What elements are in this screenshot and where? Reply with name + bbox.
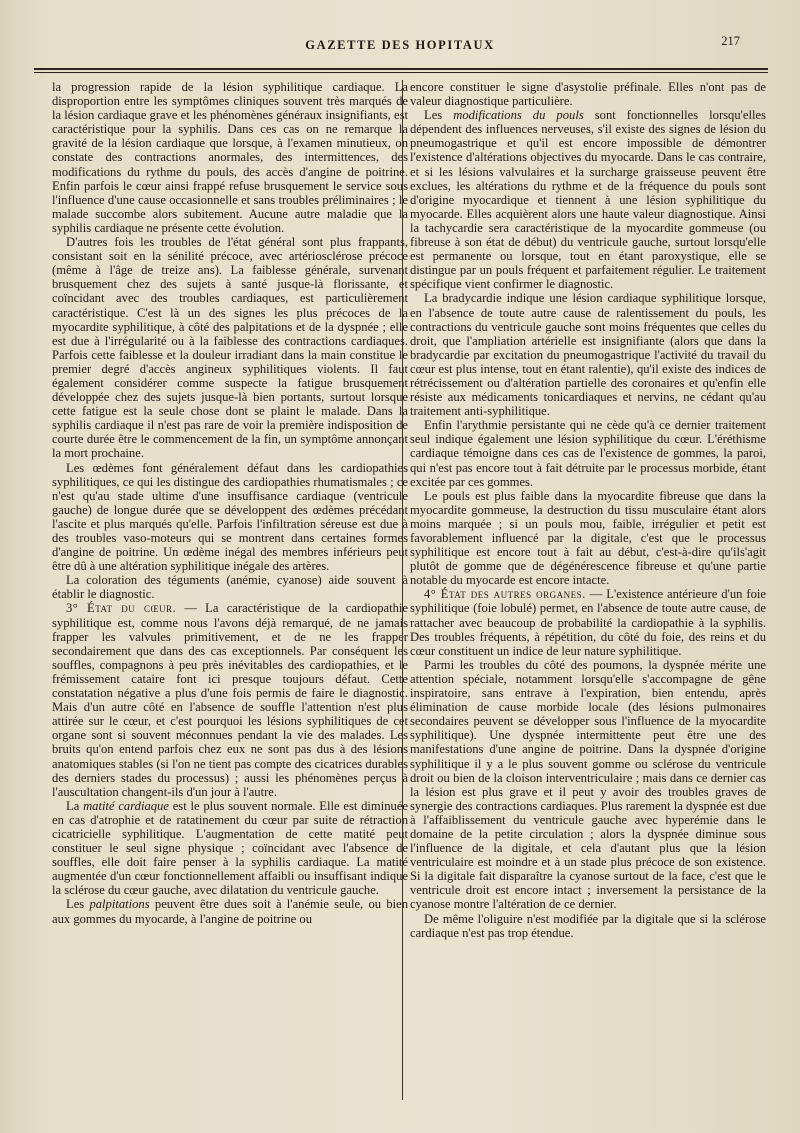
italic-term: palpitations [89,897,150,912]
column-divider [402,80,403,1100]
paragraph-text: Le pouls est plus faible dans la myocardite fibreuse que dans la myocardite gommeuse, la destruction du tissu musculaire étant alors moins marquée ; si un pouls mou, faible, irrégulier et petit est favorablement influencé par la digitale, c'est que le processus syphilitique est encore tout à fait au début, c'est-à-dire qu'ils'agit plutôt de gomme que de dégénérescence fibreuse et qu'une partie notable du myocarde est encore intacte. [410,488,766,588]
header-rule-thin [34,72,768,73]
paragraph [52,235,408,461]
paragraph [410,489,766,588]
paragraph [52,573,408,601]
paragraph-text: Parmi les troubles du côté des poumons, la dyspnée mérite une attention spéciale, notamment lorsqu'elle s'accompagne de gêne inspiratoire, sans entrave à l'expiration, bien entendu, après élimination de cause morbide locale (des lésions pulmonaires secondaires peuvent se développer sous l'influence de la myocardite syphilitique). Une dyspnée intermittente peut être une des manifestations d'une angine de poitrine. Dans la dyspnée d'origine syphilitique il y a le plus souvent gomme ou sclérose du ventricule droit ou bien de la cloison interventriculaire ; mais dans ce dernier cas la lésion est plus grave et il peut y avoir des troubles graves de synergie des contractions cardiaques. Plus rarement la dyspnée est due à l'affaiblissement du ventricule gauche avec hyperémie dans le domaine de la petite circulation ; alors la dyspnée diminue sous l'influence de la digitale, et cela d'autant plus que la lésion ventriculaire est moindre et à un stade plus précoce de son existence. Si la digitale fait disparaître la cyanose surtout de la face, c'est que le ventricule droit est encore intact ; inversement la persistance de la cyanose montre l'altération de ce dernier. [410,657,766,912]
section-heading: 4° État des autres organes. [424,587,586,602]
italic-term: matité cardiaque [83,798,169,813]
publication-title: GAZETTE DES HOPITAUX [305,38,495,52]
running-head [0,34,800,56]
paragraph [410,80,766,108]
paragraph [410,587,766,657]
paragraph-text: La bradycardie indique une lésion cardiaque syphilitique lorsque, en l'absence de toute autre cause de ralentissement du pouls, les contractions du ventricule gauche sont moins fréquentes que celles du droit, que l'ampliation artérielle est insignifiante (alors que dans la bradycardie par excitation du pneumogastrique l'activité du travail du cœur est plus intense, tout en étant ralentie), qu'il existe des indices de rétrécissement ou d'altération partielle des coronaires et qu'enfin elle résiste aux médicaments tonicardiaques et nervins, ne cédant qu'au traitement anti-syphilitique. [410,291,766,419]
paragraph [52,601,408,798]
section-heading: 3° État du cœur. [66,601,177,616]
paragraph-prefix: Les [424,108,454,123]
paragraph-text: D'autres fois les troubles de l'état général sont plus frappants, consistant soit en la sénilité précoce, avec artériosclérose précoce (même à l'âge de treize ans). La faiblesse générale, survenant brusquement chez des sujets à santé jusque-là florissante, et coïncidant avec des troubles cardiaques, est particulièrement caractéristique. C'est là un des signes les plus précoces de la myocardite syphilitique, à côté des palpitations et de la dyspnée ; elle est due à l'irrégularité ou à la faiblesse des contractions cardiaques. Parfois cette faiblesse et la douleur irradiant dans la main constitue le premier degré d'accès angineux syphilitiques violents. Il faut également considérer comme suspecte la fatigue brusquement développée chez des sujets jusque-là bien portants, surtout lorsque cette fatigue est la seule chose dont se plaint le malade. Dans la syphilis cardiaque il n'est pas rare de voir la première indisposition de courte durée être le commencement de la fin, un symptôme annonçant la mort prochaine. [52,235,408,461]
paragraph [52,80,408,235]
right-column [410,80,766,940]
paragraph-text: est le plus souvent normale. Elle est diminuée en cas d'atrophie et de ratatinement du cœur par suite de rétraction cicatricielle syphilitique. L'augmentation de cette matité peut constituer le seul signe physique ; coïncidant avec l'absence de souffles, elle doit faire penser à la syphilis cardiaque. La matité augmentée d'un cœur fonctionnellement affaibli ou insuffisant indique la sclérose du cœur gauche, avec dilatation du ventricule gauche. [52,798,408,898]
italic-term: modifications du pouls [453,108,584,123]
paragraph [410,658,766,912]
paragraph-text: peuvent être dues soit à l'anémie seule, ou bien aux gommes du myocarde, à l'angine de poitrine ou [52,897,408,926]
header-rule [34,68,768,70]
paragraph-text: la progression rapide de la lésion syphilitique cardiaque. La disproportion entre les symptômes cliniques souvent très marqués de la lésion cardiaque grave et les phénomènes généraux insignifiants, est caractéristique pour la syphilis. Dans ces cas on ne remarque la gravité de la lésion cardiaque que lorsque, à l'examen minutieux, on constate des contractions anormales, des intermittences, des modifications du rythme du pouls, des accès d'angine de poitrine. Enfin parfois le cœur ainsi frappé refuse brusquement le service sous l'influence d'une cause occasionnelle et sans troubles préliminaires ; le malade succombe alors subitement. Aucune autre maladie que la syphilis cardiaque ne présente cette évolution. [52,80,409,235]
paragraph [52,897,408,925]
paragraph [410,291,766,418]
paragraph-text: La coloration des téguments (anémie, cyanose) aide souvent à établir le diagnostic. [52,573,408,602]
paragraph-text: — La caractéristique de la cardiopathie syphilitique est, comme nous l'avons déjà remarqué, de ne jamais frapper les valvules primitivement, et de ne les frapper secondairement que dans des cas exceptionnels. Par conséquent les souffles, compagnons à peu près inévitables des cardiopathies, et le frémissement cataire font ici presque toujours défaut. Cette constatation négative a plus d'une fois permis de faire le diagnostic. Mais d'un autre côté en l'absence de souffle l'attention n'est plus attirée sur le cœur, et c'est pourquoi les lésions syphilitiques de cet organe sont si souvent méconnues pendant la vie des malades. Les bruits qu'on entend parfois chez eux ne sont pas dus à des lésions anatomiques stables (si l'on ne tient pas compte des cicatrices durables des derniers stades du processus) ; aussi les phénomènes perçus à l'auscultation changent-ils d'un jour à l'autre. [52,601,408,799]
left-column [52,80,408,926]
paragraph [410,418,766,488]
paragraph-text: — L'existence antérieure d'un foie syphilitique (foie lobulé) permet, en l'absence de toute autre cause, de rattacher avec beaucoup de probabilité la cardiopathie à la syphilis. Des troubles fréquents, à répétition, du côté du foie, des reins et du cœur constituent un indice de leur nature syphilitique. [410,587,766,658]
paragraph-text: Les œdèmes font généralement défaut dans les cardiopathies syphilitiques, ce qui les distingue des cardiopathies rhumatismales ; ce n'est qu'au stade ultime d'une insuffisance cardiaque (ventricule gauche) de longue durée que se développent des œdèmes précédant l'ascite et plus marqués qu'elle. Parfois l'infiltration séreuse est due à des troubles vaso-moteurs qui se montrent dans certaines formes d'angine de poitrine. Un œdème inégal des membres inférieurs peut être dû à une altération syphilitique inégale des artères. [52,460,408,574]
page-number: 217 [721,34,740,48]
paragraph-prefix: La [66,798,84,813]
paragraph-text: sont fonctionnelles lorsqu'elles dépendent des influences nerveuses, s'il existe des signes de lésion du pneumogastrique et qu'il est encore impossible de démontrer l'existence d'altérations objectives du myocarde. Dans le cas contraire, et si les lésions valvulaires et la surcharge graisseuse peuvent être exclues, les altérations du rythme et de la fréquence du pouls sont d'origine myocardique et tiennent à une lésion syphilitique du myocarde. Elles acquièrent alors une haute valeur diagnostique. Ainsi la tachycardie sera caractéristique de la myocardite gommeuse (ou fibreuse à son état de début) du ventricule gauche, surtout lorsqu'elle est permanente ou lorsque, tout en étant paroxystique, elle se distingue par un pouls fréquent et parfaitement régulier. Le traitement spécifique vient confirmer le diagnostic. [410,108,766,292]
paragraph-text: encore constituer le signe d'asystolie préfinale. Elles n'ont pas de valeur diagnostique particulière. [410,80,766,109]
paragraph [410,912,766,940]
paragraph [52,799,408,898]
paragraph [410,108,766,291]
paragraph [52,461,408,574]
paragraph-prefix: Les [66,897,90,912]
paragraph-text: De même l'oliguire n'est modifiée par la digitale que si la sclérose cardiaque n'est pas trop étendue. [410,911,766,940]
paragraph-text: Enfin l'arythmie persistante qui ne cède qu'à ce dernier traitement seul indique également une lésion syphilitique du cœur. L'éréthisme cardiaque témoigne dans ces cas de l'existence de gommes, la paroi, qui n'est pas encore tout à fait détruite par le processus morbide, étant excitée par ces gommes. [410,418,766,489]
